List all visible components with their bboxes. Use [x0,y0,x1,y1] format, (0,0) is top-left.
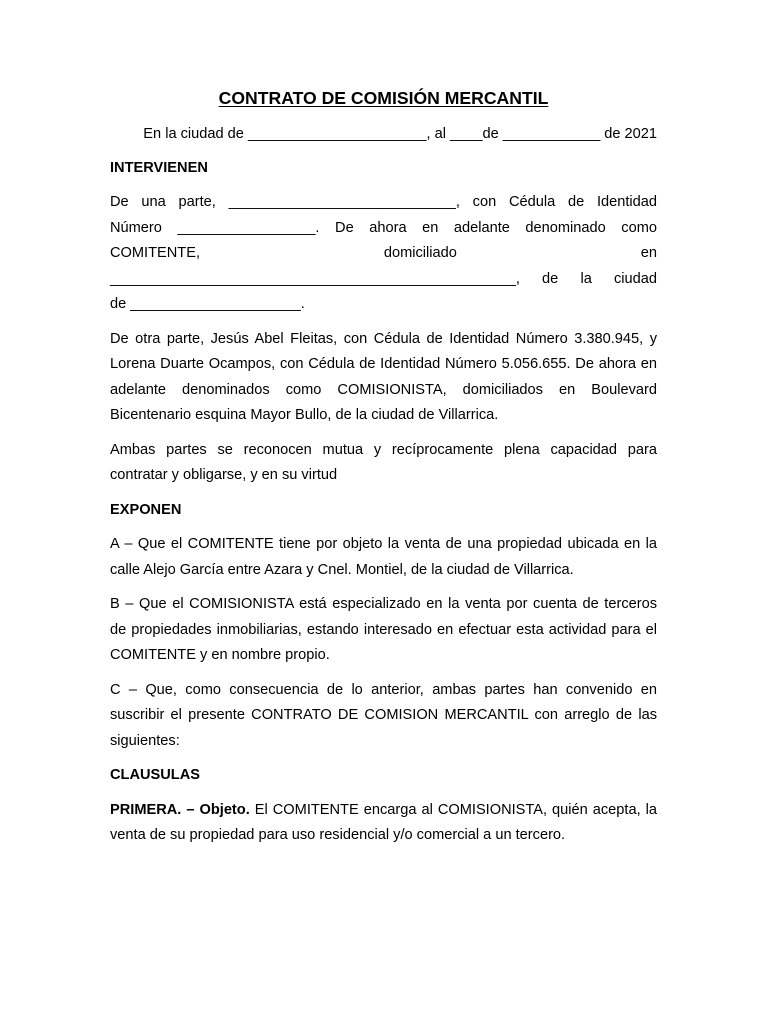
date-line: En la ciudad de ______________________, al ____de ____________ de 2021 [143,126,657,142]
primera-clause-label: PRIMERA. – Objeto. [110,801,250,818]
primera-clause-paragraph [110,798,657,849]
clausulas-heading: CLAUSULAS [110,767,200,783]
comitente-word: COMITENTE, [110,245,200,261]
document-body [110,86,657,858]
first-party-line-4-text: __________________________________________________, de la ciudad [110,270,657,287]
first-party-line-1 [110,190,657,216]
primera-clause-text: El COMITENTE encarga al COMISIONISTA, quién acepta, la venta de su propiedad para uso residencial y/o comercial a un tercero. [110,801,658,843]
first-party-line-3 [110,241,657,267]
exponen-a-paragraph: A – Que el COMITENTE tiene por objeto la venta de una propiedad ubicada en la calle Alejo García entre Azara y Cnel. Montiel, de la ciudad de Villarrica. [110,536,657,578]
intervienen-heading: INTERVIENEN [110,159,208,176]
document-title: CONTRATO DE COMISIÓN MERCANTIL [218,88,549,108]
domiciliado-word: domiciliado [383,245,457,261]
en-word: en [640,245,657,261]
first-party-paragraph [110,190,657,318]
first-party-line-2-text: Número _________________. De ahora en adelante denominado como [110,219,657,236]
second-party-paragraph: De otra parte, Jesús Abel Fleitas, con Cédula de Identidad Número 3.380.945, y Lorena Duarte Ocampos, con Cédula de Identidad Número 5.056.655. De ahora en adelante denominados como COMISIONISTA, domiciliados en Boulevard Bicentenario esquina Mayor Bullo, de la ciudad de Villarrica. [110,330,657,423]
first-party-line-4 [110,267,657,293]
exponen-b-paragraph: B – Que el COMISIONISTA está especializado en la venta por cuenta de terceros de propiedades inmobiliarias, estando interesado en efectuar esta actividad para el COMITENTE y en nombre propio. [110,596,657,663]
first-party-line-5: de _____________________. [110,296,305,312]
exponen-heading: EXPONEN [110,501,182,518]
exponen-c-paragraph: C – Que, como consecuencia de lo anterior, ambas partes han convenido en suscribir el presente CONTRATO DE COMISION MERCANTIL con arreglo de las siguientes: [110,681,657,749]
first-party-line-1-text: De una parte, ____________________________, con Cédula de Identidad [110,194,657,210]
capacity-paragraph: Ambas partes se reconocen mutua y recíprocamente plena capacidad para contratar y obligarse, y en su virtud [110,441,657,483]
first-party-line-2 [110,216,657,242]
